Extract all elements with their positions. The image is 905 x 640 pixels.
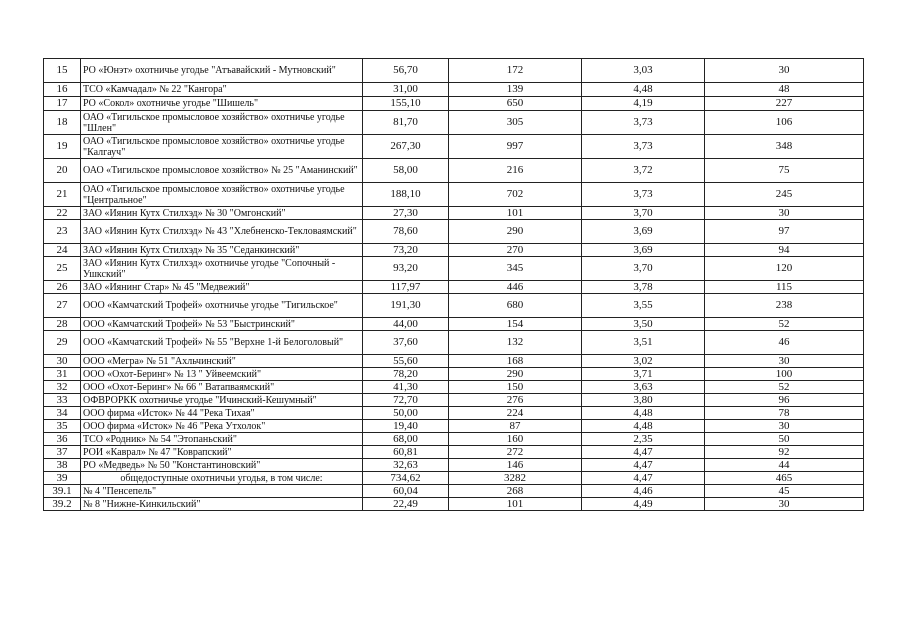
count-cell: 997 xyxy=(449,135,582,159)
area-cell: 27,30 xyxy=(363,207,449,220)
quota-cell: 30 xyxy=(705,207,864,220)
quota-cell: 245 xyxy=(705,183,864,207)
quota-cell: 97 xyxy=(705,220,864,244)
count-cell: 446 xyxy=(449,281,582,294)
quota-cell: 30 xyxy=(705,420,864,433)
ground-name-cell: ООО фирма «Исток» № 46 "Река Утхолок" xyxy=(81,420,363,433)
table-row xyxy=(44,244,864,257)
ground-name-cell: ООО «Камчатский Трофей» охотничье угодье "Тигильское" xyxy=(81,294,363,318)
count-cell: 268 xyxy=(449,485,582,498)
area-cell: 73,20 xyxy=(363,244,449,257)
area-cell: 81,70 xyxy=(363,111,449,135)
row-number-cell: 37 xyxy=(44,446,81,459)
hunting-grounds-table xyxy=(43,58,864,511)
table-row xyxy=(44,459,864,472)
area-cell: 41,30 xyxy=(363,381,449,394)
table-row xyxy=(44,183,864,207)
ground-name-cell: ЗАО «Иянин Кутх Стилхэд» № 35 "Седанкинский" xyxy=(81,244,363,257)
row-number-cell: 16 xyxy=(44,83,81,97)
row-number-cell: 39.1 xyxy=(44,485,81,498)
density-cell: 3,55 xyxy=(582,294,705,318)
row-number-cell: 30 xyxy=(44,355,81,368)
quota-cell: 115 xyxy=(705,281,864,294)
area-cell: 78,20 xyxy=(363,368,449,381)
row-number-cell: 28 xyxy=(44,318,81,331)
density-cell: 4,46 xyxy=(582,485,705,498)
quota-cell: 75 xyxy=(705,159,864,183)
table-row xyxy=(44,446,864,459)
row-number-cell: 18 xyxy=(44,111,81,135)
count-cell: 216 xyxy=(449,159,582,183)
density-cell: 3,70 xyxy=(582,207,705,220)
density-cell: 3,80 xyxy=(582,394,705,407)
table-row xyxy=(44,97,864,111)
quota-cell: 46 xyxy=(705,331,864,355)
quota-cell: 465 xyxy=(705,472,864,485)
ground-name-cell: ОАО «Тигильское промысловое хозяйство» № 25 "Аманинский" xyxy=(81,159,363,183)
count-cell: 168 xyxy=(449,355,582,368)
density-cell: 4,47 xyxy=(582,459,705,472)
ground-name-cell: ЗАО «Иянин Кутх Стилхэд» охотничье угодье "Сопочный - Ушкский" xyxy=(81,257,363,281)
table-row xyxy=(44,294,864,318)
quota-cell: 120 xyxy=(705,257,864,281)
row-number-cell: 32 xyxy=(44,381,81,394)
area-cell: 44,00 xyxy=(363,318,449,331)
density-cell: 3,73 xyxy=(582,135,705,159)
count-cell: 150 xyxy=(449,381,582,394)
ground-name-cell: РОИ «Каврал» № 47 "Коврапский" xyxy=(81,446,363,459)
count-cell: 132 xyxy=(449,331,582,355)
row-number-cell: 23 xyxy=(44,220,81,244)
density-cell: 4,49 xyxy=(582,498,705,511)
quota-cell: 94 xyxy=(705,244,864,257)
table-row xyxy=(44,472,864,485)
ground-name-cell: общедоступные охотничьи угодья, в том числе: xyxy=(81,472,363,485)
count-cell: 290 xyxy=(449,368,582,381)
area-cell: 60,04 xyxy=(363,485,449,498)
ground-name-cell: ООО фирма «Исток» № 44 "Река Тихая" xyxy=(81,407,363,420)
row-number-cell: 25 xyxy=(44,257,81,281)
table-row xyxy=(44,111,864,135)
table-body xyxy=(44,59,864,511)
density-cell: 4,19 xyxy=(582,97,705,111)
ground-name-cell: ООО «Охот-Беринг» № 13 " Уйвеемский" xyxy=(81,368,363,381)
density-cell: 4,47 xyxy=(582,446,705,459)
quota-cell: 106 xyxy=(705,111,864,135)
table-row xyxy=(44,257,864,281)
quota-cell: 30 xyxy=(705,355,864,368)
table-row xyxy=(44,433,864,446)
ground-name-cell: ОАО «Тигильское промысловое хозяйство» охотничье угодье "Шлен" xyxy=(81,111,363,135)
table-row xyxy=(44,281,864,294)
count-cell: 290 xyxy=(449,220,582,244)
quota-cell: 78 xyxy=(705,407,864,420)
ground-name-cell: ОАО «Тигильское промысловое хозяйство» охотничье угодье "Центральное" xyxy=(81,183,363,207)
ground-name-cell: ЗАО «Иянин Кутх Стилхэд» № 30 "Омгонский" xyxy=(81,207,363,220)
quota-cell: 52 xyxy=(705,318,864,331)
ground-name-cell: РО «Сокол» охотничье угодье "Шишель" xyxy=(81,97,363,111)
row-number-cell: 31 xyxy=(44,368,81,381)
table-row xyxy=(44,368,864,381)
area-cell: 56,70 xyxy=(363,59,449,83)
table-row xyxy=(44,207,864,220)
ground-name-cell: ТСО «Родник» № 54 "Этопаньский" xyxy=(81,433,363,446)
row-number-cell: 27 xyxy=(44,294,81,318)
quota-cell: 50 xyxy=(705,433,864,446)
area-cell: 734,62 xyxy=(363,472,449,485)
row-number-cell: 33 xyxy=(44,394,81,407)
ground-name-cell: ООО «Мегра» № 51 "Ахльчинский" xyxy=(81,355,363,368)
table-row xyxy=(44,135,864,159)
density-cell: 3,02 xyxy=(582,355,705,368)
density-cell: 3,73 xyxy=(582,111,705,135)
density-cell: 4,48 xyxy=(582,83,705,97)
density-cell: 3,69 xyxy=(582,220,705,244)
area-cell: 72,70 xyxy=(363,394,449,407)
quota-cell: 30 xyxy=(705,498,864,511)
ground-name-cell: ЗАО «Иянин Кутх Стилхэд» № 43 "Хлебненско-Текловаямский" xyxy=(81,220,363,244)
area-cell: 58,00 xyxy=(363,159,449,183)
count-cell: 650 xyxy=(449,97,582,111)
quota-cell: 48 xyxy=(705,83,864,97)
area-cell: 37,60 xyxy=(363,331,449,355)
table-row xyxy=(44,485,864,498)
row-number-cell: 38 xyxy=(44,459,81,472)
density-cell: 4,48 xyxy=(582,407,705,420)
quota-cell: 52 xyxy=(705,381,864,394)
area-cell: 78,60 xyxy=(363,220,449,244)
ground-name-cell: ЗАО «Иянинг Стар» № 45 "Медвежий" xyxy=(81,281,363,294)
density-cell: 3,69 xyxy=(582,244,705,257)
count-cell: 101 xyxy=(449,498,582,511)
density-cell: 3,50 xyxy=(582,318,705,331)
count-cell: 160 xyxy=(449,433,582,446)
table-row xyxy=(44,331,864,355)
density-cell: 3,78 xyxy=(582,281,705,294)
count-cell: 680 xyxy=(449,294,582,318)
quota-cell: 348 xyxy=(705,135,864,159)
count-cell: 272 xyxy=(449,446,582,459)
quota-cell: 96 xyxy=(705,394,864,407)
density-cell: 3,03 xyxy=(582,59,705,83)
area-cell: 267,30 xyxy=(363,135,449,159)
table-row xyxy=(44,394,864,407)
row-number-cell: 35 xyxy=(44,420,81,433)
count-cell: 270 xyxy=(449,244,582,257)
area-cell: 191,30 xyxy=(363,294,449,318)
ground-name-cell: № 4 "Пенсепель" xyxy=(81,485,363,498)
density-cell: 3,70 xyxy=(582,257,705,281)
density-cell: 3,51 xyxy=(582,331,705,355)
ground-name-cell: ТСО «Камчадал» № 22 "Кангора" xyxy=(81,83,363,97)
count-cell: 305 xyxy=(449,111,582,135)
table-row xyxy=(44,420,864,433)
ground-name-cell: ОАО «Тигильское промысловое хозяйство» охотничье угодье "Калгауч" xyxy=(81,135,363,159)
table-row xyxy=(44,83,864,97)
area-cell: 117,97 xyxy=(363,281,449,294)
area-cell: 31,00 xyxy=(363,83,449,97)
area-cell: 50,00 xyxy=(363,407,449,420)
quota-cell: 100 xyxy=(705,368,864,381)
row-number-cell: 39.2 xyxy=(44,498,81,511)
area-cell: 93,20 xyxy=(363,257,449,281)
row-number-cell: 24 xyxy=(44,244,81,257)
count-cell: 139 xyxy=(449,83,582,97)
table-row xyxy=(44,355,864,368)
area-cell: 55,60 xyxy=(363,355,449,368)
area-cell: 32,63 xyxy=(363,459,449,472)
quota-cell: 227 xyxy=(705,97,864,111)
table-row xyxy=(44,407,864,420)
ground-name-cell: № 8 "Нижне-Кинкильский" xyxy=(81,498,363,511)
count-cell: 172 xyxy=(449,59,582,83)
row-number-cell: 36 xyxy=(44,433,81,446)
area-cell: 22,49 xyxy=(363,498,449,511)
count-cell: 101 xyxy=(449,207,582,220)
table-row xyxy=(44,220,864,244)
count-cell: 3282 xyxy=(449,472,582,485)
table-row xyxy=(44,498,864,511)
density-cell: 3,73 xyxy=(582,183,705,207)
density-cell: 2,35 xyxy=(582,433,705,446)
density-cell: 3,71 xyxy=(582,368,705,381)
density-cell: 4,48 xyxy=(582,420,705,433)
table-row xyxy=(44,159,864,183)
density-cell: 3,63 xyxy=(582,381,705,394)
count-cell: 702 xyxy=(449,183,582,207)
table-row xyxy=(44,381,864,394)
density-cell: 3,72 xyxy=(582,159,705,183)
row-number-cell: 22 xyxy=(44,207,81,220)
ground-name-cell: РО «Юнэт» охотничье угодье "Атъавайский - Мутновский" xyxy=(81,59,363,83)
count-cell: 276 xyxy=(449,394,582,407)
row-number-cell: 20 xyxy=(44,159,81,183)
area-cell: 68,00 xyxy=(363,433,449,446)
count-cell: 345 xyxy=(449,257,582,281)
area-cell: 155,10 xyxy=(363,97,449,111)
count-cell: 154 xyxy=(449,318,582,331)
row-number-cell: 39 xyxy=(44,472,81,485)
area-cell: 60,81 xyxy=(363,446,449,459)
row-number-cell: 26 xyxy=(44,281,81,294)
row-number-cell: 15 xyxy=(44,59,81,83)
table-row xyxy=(44,59,864,83)
row-number-cell: 21 xyxy=(44,183,81,207)
density-cell: 4,47 xyxy=(582,472,705,485)
quota-cell: 238 xyxy=(705,294,864,318)
area-cell: 188,10 xyxy=(363,183,449,207)
count-cell: 224 xyxy=(449,407,582,420)
quota-cell: 45 xyxy=(705,485,864,498)
row-number-cell: 29 xyxy=(44,331,81,355)
count-cell: 146 xyxy=(449,459,582,472)
ground-name-cell: ООО «Охот-Беринг» № 66 " Ватапваямский" xyxy=(81,381,363,394)
ground-name-cell: ООО «Камчатский Трофей» № 55 "Верхне 1-й Белоголовый" xyxy=(81,331,363,355)
quota-cell: 30 xyxy=(705,59,864,83)
row-number-cell: 17 xyxy=(44,97,81,111)
ground-name-cell: ОФВРОРКК охотничье угодье "Ичинский-Кешумный" xyxy=(81,394,363,407)
quota-cell: 44 xyxy=(705,459,864,472)
row-number-cell: 19 xyxy=(44,135,81,159)
quota-cell: 92 xyxy=(705,446,864,459)
ground-name-cell: ООО «Камчатский Трофей» № 53 "Быстринский" xyxy=(81,318,363,331)
count-cell: 87 xyxy=(449,420,582,433)
table-row xyxy=(44,318,864,331)
row-number-cell: 34 xyxy=(44,407,81,420)
ground-name-cell: РО «Медведь» № 50 "Константиновский" xyxy=(81,459,363,472)
area-cell: 19,40 xyxy=(363,420,449,433)
